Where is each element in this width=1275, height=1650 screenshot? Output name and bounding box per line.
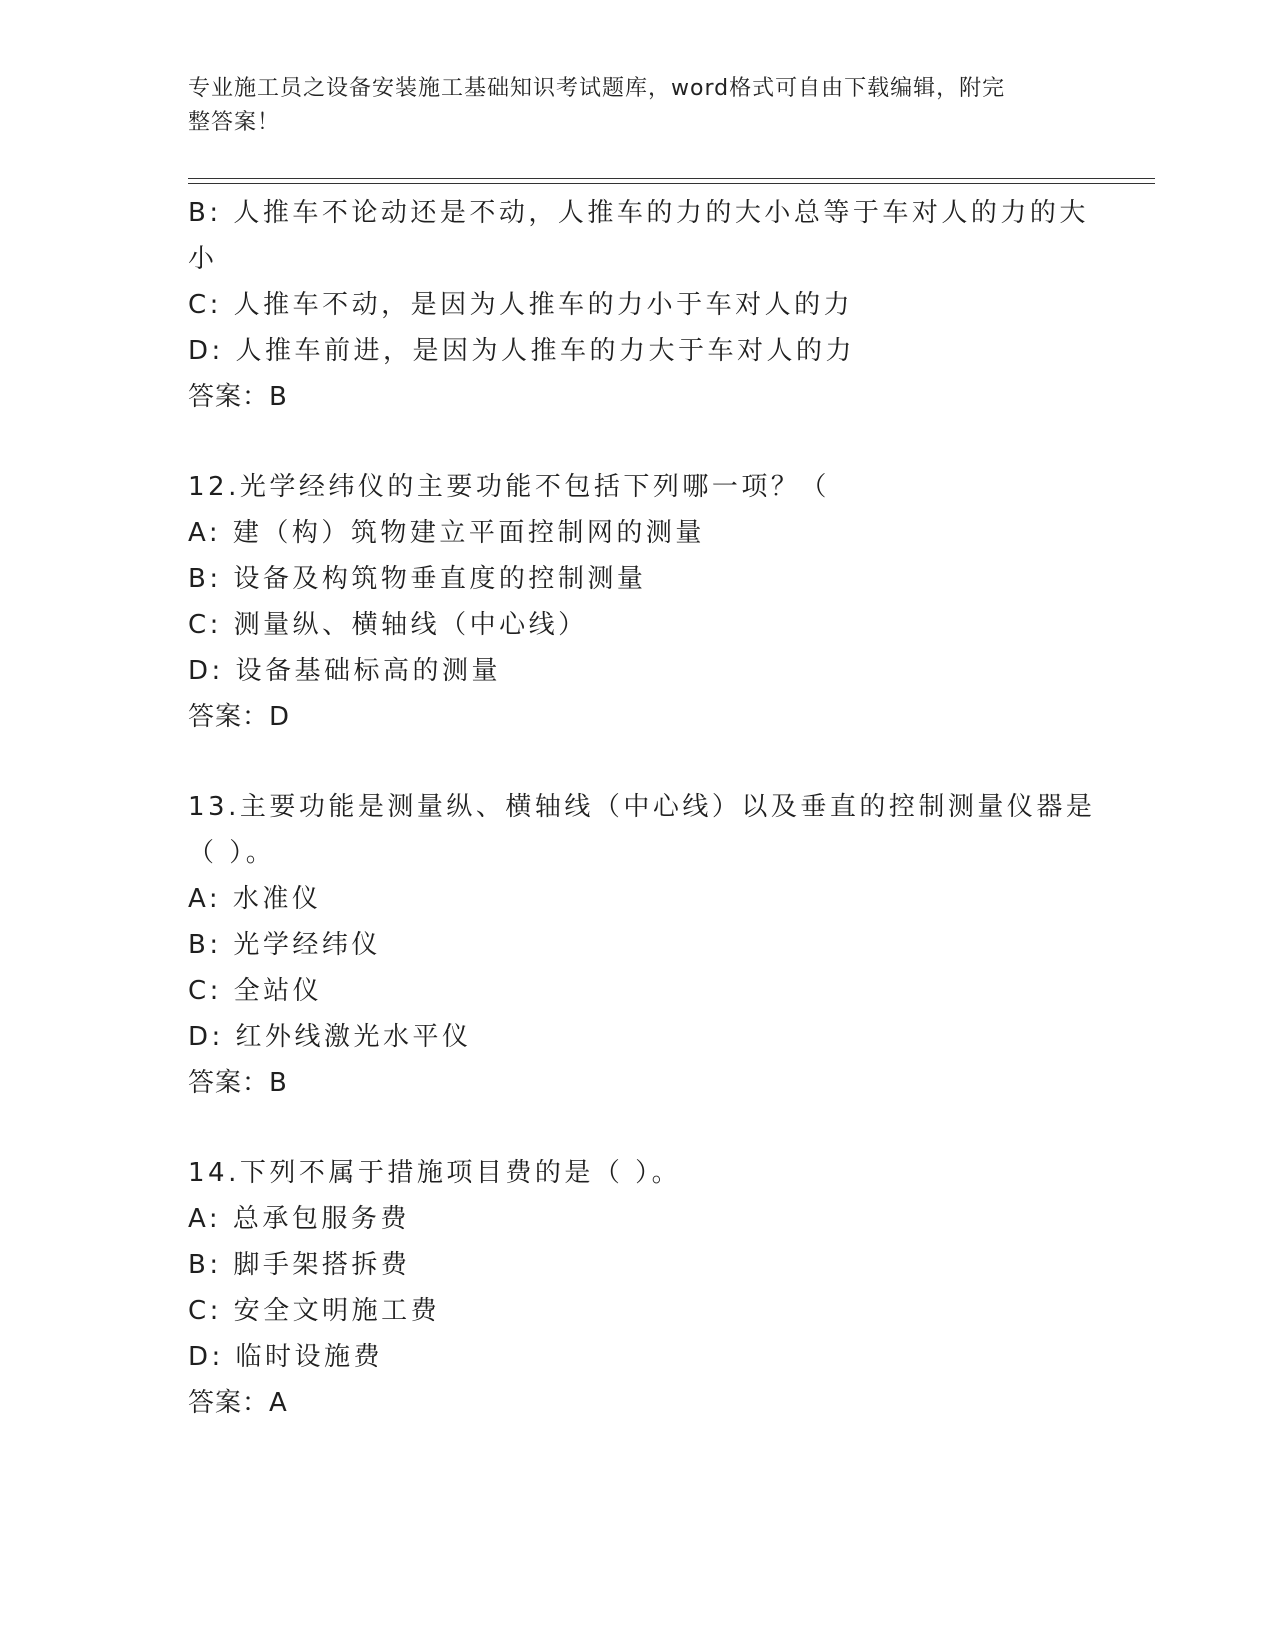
question-13 [188,784,1096,1106]
option-c: C: 全站仪 [188,976,323,1006]
option-b: B: 光学经纬仪 [188,930,381,960]
option-d: D: 临时设施费 [188,1342,384,1372]
question-12 [188,464,1088,740]
option-d: D: 设备基础标高的测量 [188,656,502,686]
option-b: B: 设备及构筑物垂直度的控制测量 [188,564,647,594]
option-b-line-1: B: 人推车不论动还是不动，人推车的力的大小总等于车对人的力的大 [188,198,1089,228]
header-line-2: 整答案！ [188,110,281,135]
header-divider-bottom [188,183,1155,184]
option-d: D: 人推车前进，是因为人推车的力大于车对人的力 [188,336,856,366]
question-stem: 14.下列不属于措施项目费的是（ ）。 [188,1158,682,1188]
option-d: D: 红外线激光水平仪 [188,1022,472,1052]
option-a: A: 建（构）筑物建立平面控制网的测量 [188,518,705,548]
option-c: C: 人推车不动，是因为人推车的力小于车对人的力 [188,290,854,320]
option-b-line-2: 小 [188,244,218,274]
option-c: C: 测量纵、横轴线（中心线） [188,610,588,640]
question-list [188,190,1096,1426]
option-a: A: 总承包服务费 [188,1204,410,1234]
option-c: C: 安全文明施工费 [188,1296,441,1326]
question-11-tail [188,190,1088,420]
header-divider-top [188,178,1155,179]
option-b: B: 脚手架搭拆费 [188,1250,411,1280]
header-line-1: 专业施工员之设备安装施工基础知识考试题库，word格式可自由下载编辑，附完 [188,76,1006,101]
document-header [188,72,1088,140]
question-stem-line-2: （ ）。 [188,838,276,868]
answer: 答案：B [188,1068,288,1098]
answer: 答案：D [188,702,291,732]
question-stem: 12.光学经纬仪的主要功能不包括下列哪一项？（ [188,472,830,502]
answer: 答案：B [188,382,288,412]
question-stem-line-1: 13.主要功能是测量纵、横轴线（中心线）以及垂直的控制测量仪器是 [188,792,1096,822]
option-a: A: 水准仪 [188,884,322,914]
question-14 [188,1150,1088,1426]
answer: 答案：A [188,1388,288,1418]
